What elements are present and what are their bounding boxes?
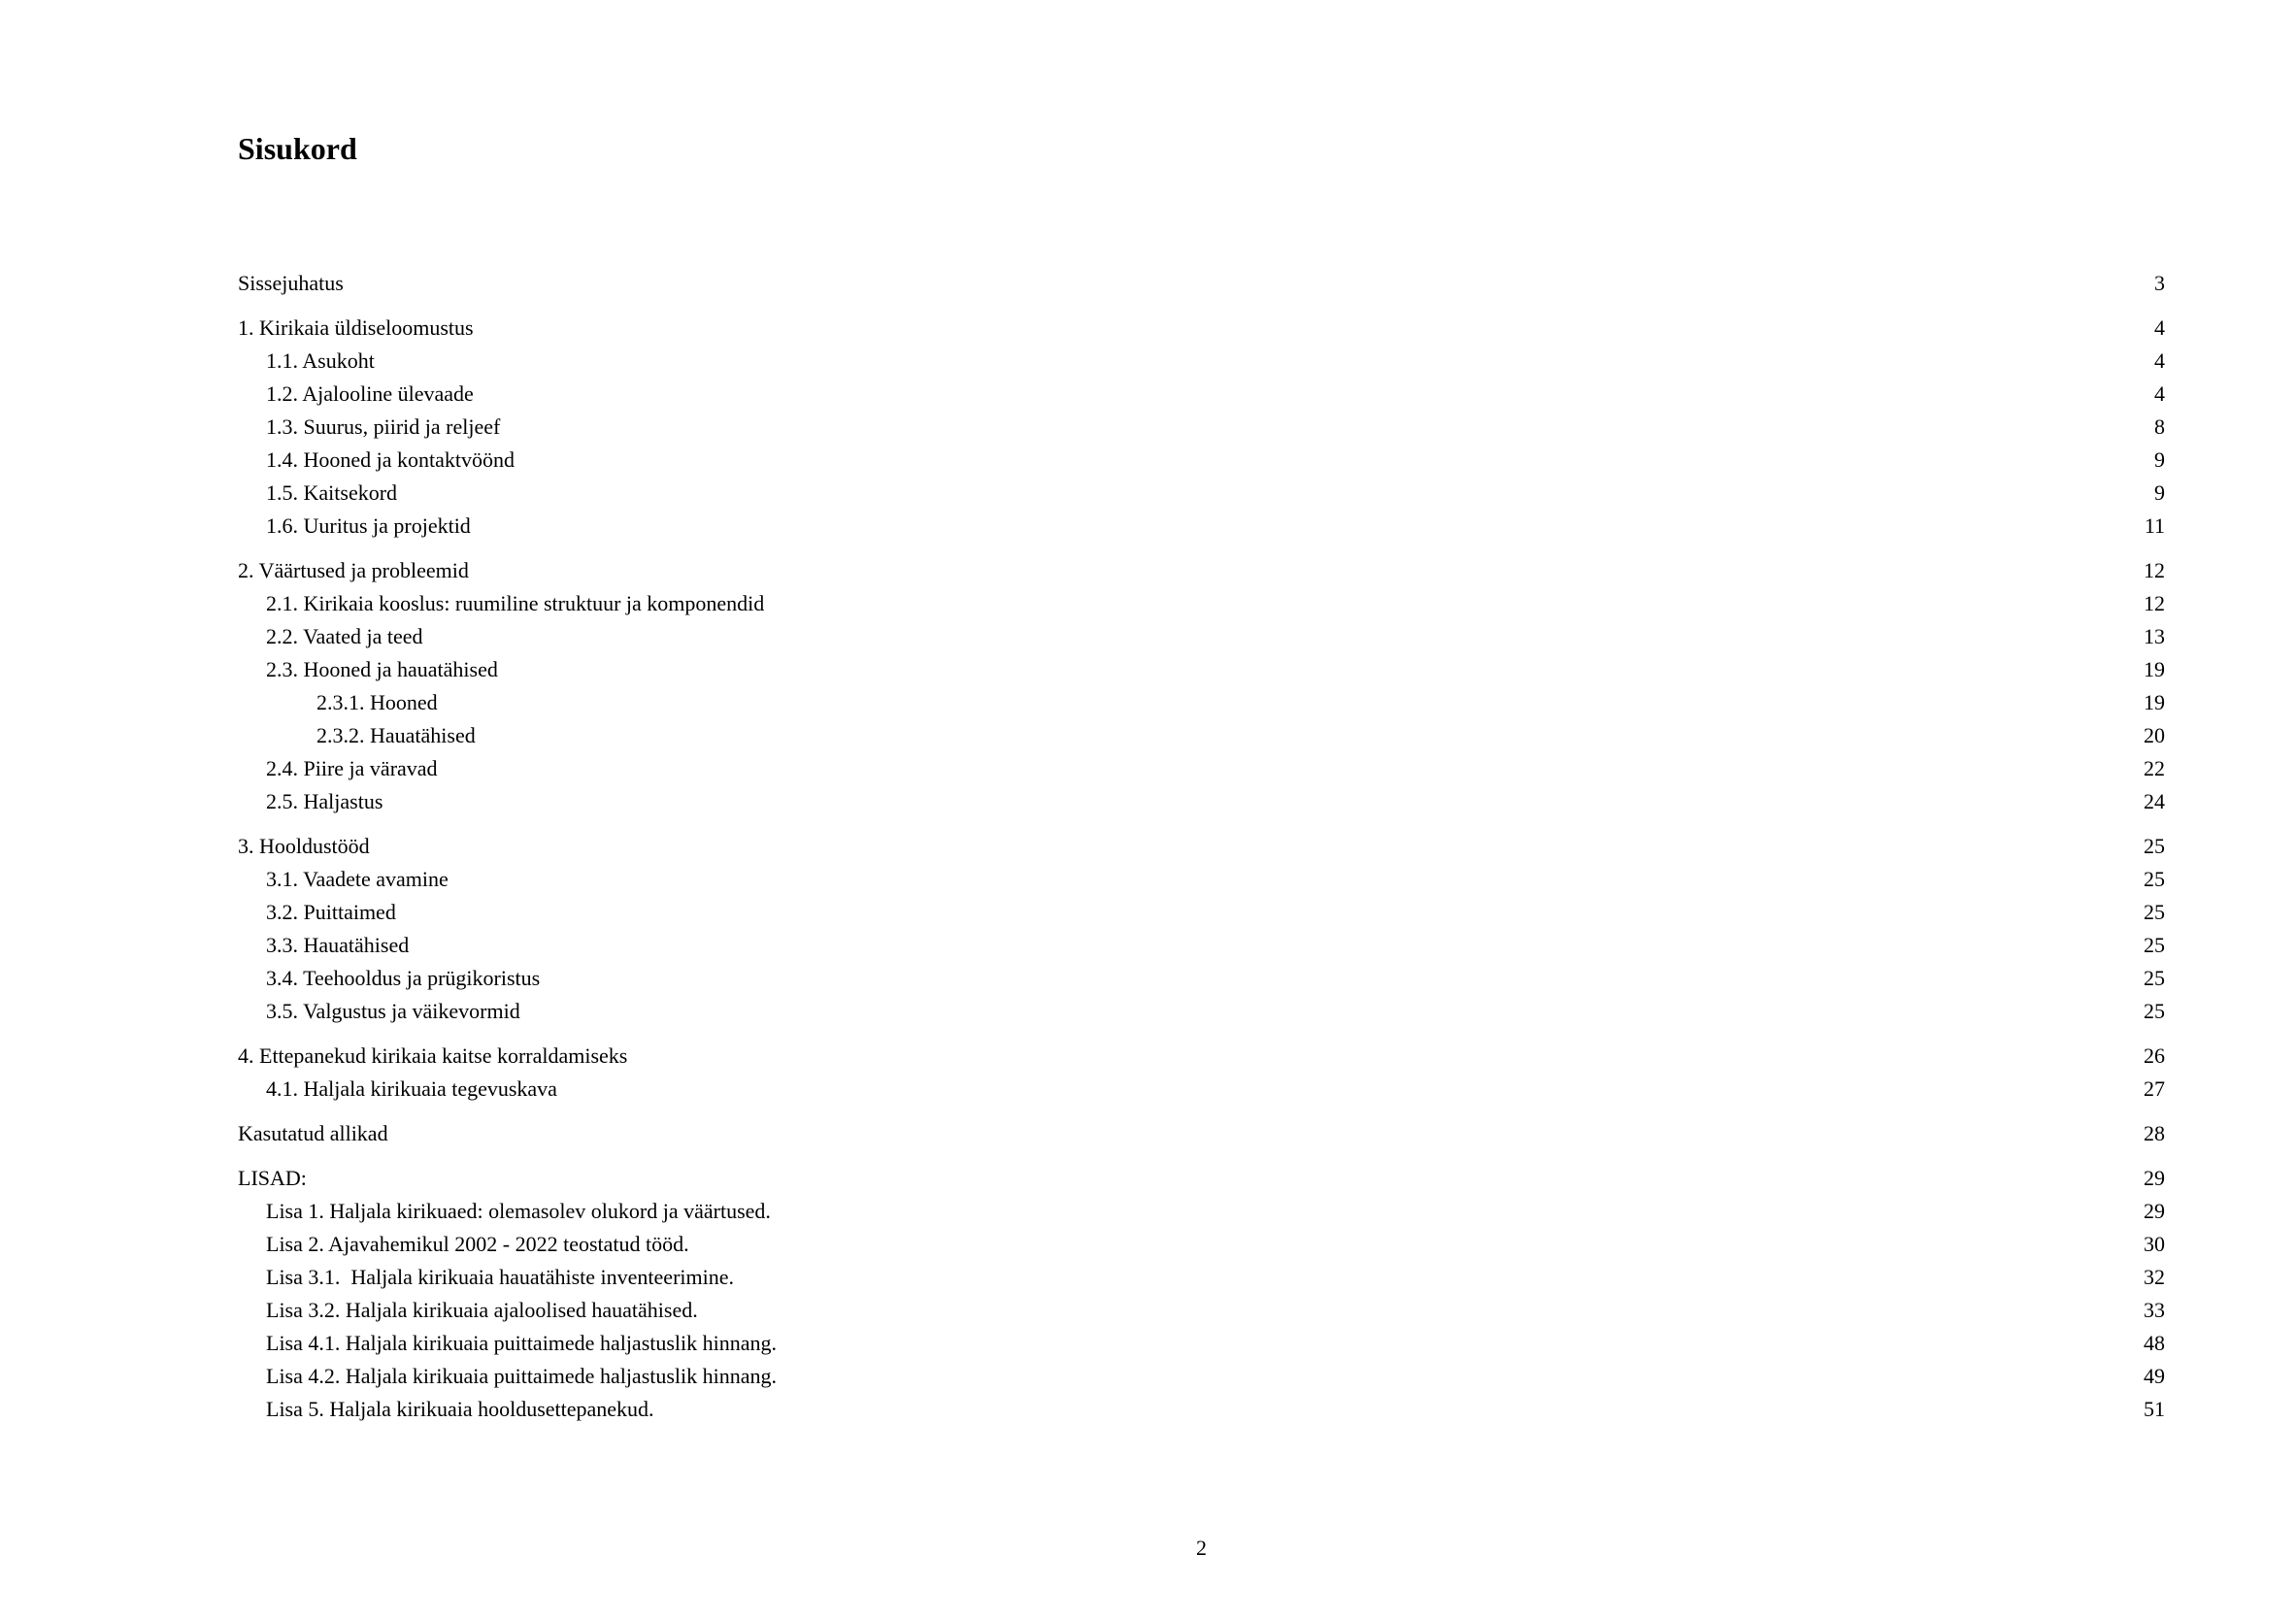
toc-entry-label: Lisa 3.1. Haljala kirikuaia hauatähiste inventeerimine. [266, 1265, 734, 1289]
toc-entry-page-number: 22 [2144, 756, 2165, 780]
toc-entry [238, 1117, 2165, 1150]
toc-entry-label: 2.5. Haljastus [266, 789, 383, 813]
toc-entry-page-number: 19 [2144, 690, 2165, 714]
toc-entry-page-number: 49 [2144, 1364, 2165, 1388]
toc-entry-page-number: 13 [2144, 624, 2165, 648]
toc-entry [238, 830, 2165, 863]
toc-entry [238, 312, 2165, 345]
toc-entry-label: 2.1. Kirikaia kooslus: ruumiline struktuur ja komponendid [266, 591, 765, 615]
toc-entry-page-number: 12 [2144, 591, 2165, 615]
toc-entry [238, 995, 2165, 1028]
toc-entry [238, 929, 2165, 962]
toc-entry-page-number: 12 [2144, 558, 2165, 582]
toc-entry [238, 1162, 2165, 1195]
toc-entry-page-number: 25 [2144, 867, 2165, 891]
toc-entry-label: 3.2. Puittaimed [266, 900, 396, 924]
toc-entry [238, 378, 2165, 411]
toc-entry-label: Sissejuhatus [238, 271, 344, 295]
toc-entry [238, 267, 2165, 300]
toc-entry-label: 4. Ettepanekud kirikaia kaitse korraldamiseks [238, 1043, 628, 1068]
toc-entry-page-number: 4 [2154, 348, 2165, 373]
toc-entry-page-number: 20 [2144, 723, 2165, 747]
toc-entry-label: LISAD: [238, 1166, 307, 1190]
toc-entry-page-number: 3 [2154, 271, 2165, 295]
toc-entry [238, 1195, 2165, 1228]
toc-entry-label: 3.1. Vaadete avamine [266, 867, 449, 891]
toc-entry [238, 444, 2165, 477]
footer-page-number: 2 [1196, 1536, 1207, 1560]
toc-entry-page-number: 26 [2144, 1043, 2165, 1068]
toc-entry-label: Lisa 4.1. Haljala kirikuaia puittaimede haljastuslik hinnang. [266, 1331, 778, 1355]
toc-entry-label: Kasutatud allikad [238, 1121, 388, 1145]
toc-entry [238, 345, 2165, 378]
toc-entry [238, 1228, 2165, 1261]
toc-entry [238, 1360, 2165, 1393]
toc-entry-label: Lisa 5. Haljala kirikuaia hooldusettepanekud. [266, 1397, 654, 1421]
toc-entry-page-number: 25 [2144, 999, 2165, 1023]
toc-entry-page-number: 30 [2144, 1232, 2165, 1256]
toc-entry-label: 2. Väärtused ja probleemid [238, 558, 469, 582]
toc-entry [238, 554, 2165, 587]
toc-entry [238, 962, 2165, 995]
toc-entry-label: 1.4. Hooned ja kontaktvöönd [266, 447, 516, 472]
toc-entry-label: 1. Kirikaia üldiseloomustus [238, 315, 474, 340]
toc-entry-label: 3.3. Hauatähised [266, 933, 410, 957]
toc-entry-page-number: 4 [2154, 315, 2165, 340]
toc-entry-label: 3. Hooldustööd [238, 834, 370, 858]
toc-entry-label: 2.3.1. Hooned [316, 690, 438, 714]
toc-entry-label: 2.3.2. Hauatähised [316, 723, 476, 747]
toc-entry [238, 896, 2165, 929]
toc-entry-page-number: 28 [2144, 1121, 2165, 1145]
toc-entry-page-number: 29 [2144, 1166, 2165, 1190]
toc-entry-label: 2.2. Vaated ja teed [266, 624, 423, 648]
toc-entry [238, 1393, 2165, 1426]
toc-entry-page-number: 25 [2144, 900, 2165, 924]
toc-entry-label: 2.4. Piire ja väravad [266, 756, 438, 780]
toc-entry [238, 620, 2165, 653]
toc-entry [238, 719, 2165, 752]
toc-entry-page-number: 27 [2144, 1076, 2165, 1101]
toc-entry [238, 1294, 2165, 1327]
toc-entry-label: 2.3. Hooned ja hauatähised [266, 657, 498, 681]
toc-entry-label: Lisa 1. Haljala kirikuaed: olemasolev olukord ja väärtused. [266, 1199, 771, 1223]
toc-entry-label: Lisa 2. Ajavahemikul 2002 - 2022 teostatud tööd. [266, 1232, 689, 1256]
toc-entry-page-number: 32 [2144, 1265, 2165, 1289]
toc-entry [238, 686, 2165, 719]
toc-entry-page-number: 33 [2144, 1298, 2165, 1322]
table-of-contents [238, 267, 2165, 1426]
toc-entry-page-number: 8 [2154, 414, 2165, 439]
toc-entry [238, 1261, 2165, 1294]
toc-entry-page-number: 25 [2144, 834, 2165, 858]
toc-entry-page-number: 24 [2144, 789, 2165, 813]
toc-entry-label: 1.2. Ajalooline ülevaade [266, 381, 474, 406]
toc-entry [238, 653, 2165, 686]
toc-entry-label: 4.1. Haljala kirikuaia tegevuskava [266, 1076, 557, 1101]
toc-entry-page-number: 11 [2144, 513, 2165, 538]
toc-entry [238, 1327, 2165, 1360]
toc-entry-label: 3.5. Valgustus ja väikevormid [266, 999, 520, 1023]
page-title: Sisukord [238, 131, 357, 166]
toc-entry-label: 1.5. Kaitsekord [266, 480, 398, 505]
toc-entry-label: 3.4. Teehooldus ja prügikoristus [266, 966, 541, 990]
toc-entry-page-number: 4 [2154, 381, 2165, 406]
toc-entry [238, 587, 2165, 620]
toc-entry-page-number: 25 [2144, 933, 2165, 957]
toc-entry-label: 1.1. Asukoht [266, 348, 375, 373]
toc-entry [238, 1073, 2165, 1106]
toc-entry [238, 863, 2165, 896]
toc-entry-page-number: 29 [2144, 1199, 2165, 1223]
toc-entry [238, 1040, 2165, 1073]
toc-entry-page-number: 9 [2154, 480, 2165, 505]
toc-entry-page-number: 48 [2144, 1331, 2165, 1355]
toc-entry-label: Lisa 3.2. Haljala kirikuaia ajaloolised hauatähised. [266, 1298, 698, 1322]
toc-entry [238, 510, 2165, 543]
toc-entry [238, 785, 2165, 818]
toc-entry [238, 752, 2165, 785]
toc-entry [238, 477, 2165, 510]
toc-entry-page-number: 25 [2144, 966, 2165, 990]
toc-entry-label: 1.3. Suurus, piirid ja reljeef [266, 414, 501, 439]
toc-entry-page-number: 9 [2154, 447, 2165, 472]
toc-entry [238, 411, 2165, 444]
toc-entry-label: 1.6. Uuritus ja projektid [266, 513, 471, 538]
toc-entry-page-number: 51 [2144, 1397, 2165, 1421]
toc-entry-label: Lisa 4.2. Haljala kirikuaia puittaimede haljastuslik hinnang. [266, 1364, 778, 1388]
toc-entry-page-number: 19 [2144, 657, 2165, 681]
